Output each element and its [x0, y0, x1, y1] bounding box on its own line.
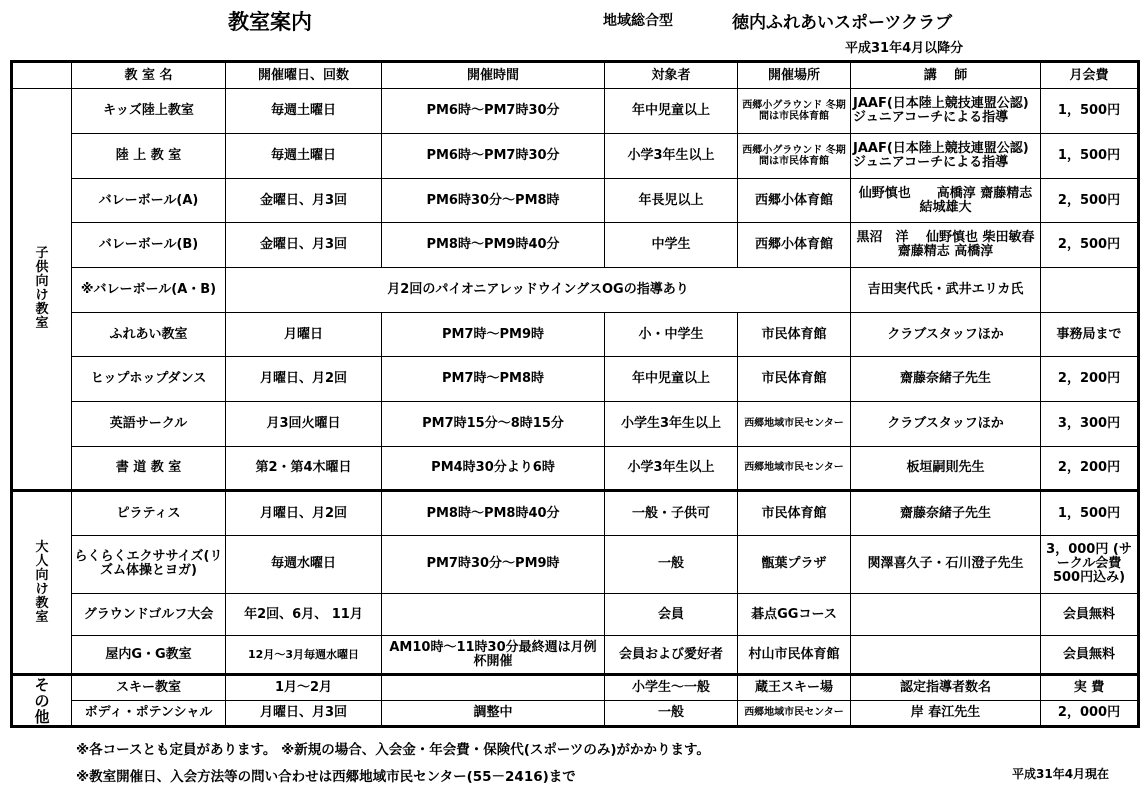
class-instructor: 認定指導者数名 — [851, 675, 1041, 701]
class-instructor: 仙野慎也 高橋淳 齋藤精志 結城雄大 — [851, 178, 1041, 223]
col-header-place: 開催場所 — [738, 62, 851, 89]
class-days: 月曜日、月3回 — [226, 700, 382, 726]
class-time: PM7時～PM9時 — [382, 312, 605, 357]
class-fee — [1041, 268, 1139, 313]
table-row — [12, 700, 1139, 726]
class-fee: 会員無料 — [1041, 593, 1139, 636]
category-children: 子供向け教室 — [12, 89, 72, 491]
table-row — [12, 268, 1139, 313]
class-fee: 3，000円 (サークル会費 500円込み) — [1041, 535, 1139, 593]
col-header-target: 対象者 — [605, 62, 738, 89]
table-row — [12, 675, 1139, 701]
class-place: 市民体育館 — [738, 491, 851, 536]
class-target: 小学生3年生以上 — [605, 402, 738, 447]
class-place: 碁点GGコース — [738, 593, 851, 636]
club-name: 徳内ふれあいスポーツクラブ — [732, 13, 953, 33]
effective-date: 平成31年4月以降分 — [845, 41, 964, 56]
class-target: 会員および愛好者 — [605, 636, 738, 675]
class-instructor: JAAF(日本陸上競技連盟公認) ジュニアコーチによる指導 — [851, 89, 1041, 134]
class-time: PM7時15分～8時15分 — [382, 402, 605, 447]
class-target: 小・中学生 — [605, 312, 738, 357]
table-row — [12, 134, 1139, 179]
class-place: 市民体育館 — [738, 357, 851, 402]
class-name: ピラティス — [72, 491, 226, 536]
class-fee: 会員無料 — [1041, 636, 1139, 675]
class-place: 西郷小グラウンド 冬期間は市民体育館 — [738, 89, 851, 134]
class-target: 小学生～一般 — [605, 675, 738, 701]
class-place: 西郷小体育館 — [738, 223, 851, 268]
class-time: PM8時～PM9時40分 — [382, 223, 605, 268]
table-row — [12, 89, 1139, 134]
class-days: 年2回、6月、 11月 — [226, 593, 382, 636]
class-days: 毎週土曜日 — [226, 134, 382, 179]
table-row — [12, 593, 1139, 636]
class-place: 西郷小体育館 — [738, 178, 851, 223]
club-type: 地域総合型 — [603, 13, 673, 29]
class-place: 村山市民体育館 — [738, 636, 851, 675]
class-target: 小学3年生以上 — [605, 134, 738, 179]
class-target: 中学生 — [605, 223, 738, 268]
class-place: 市民体育館 — [738, 312, 851, 357]
class-instructor: クラブスタッフほか — [851, 312, 1041, 357]
col-header-days: 開催曜日、回数 — [226, 62, 382, 89]
class-days: 月曜日 — [226, 312, 382, 357]
category-adults: 大人向け教室 — [12, 491, 72, 675]
corner-cell — [12, 62, 72, 89]
class-days: 第2・第4木曜日 — [226, 446, 382, 491]
class-target: 年中児童以上 — [605, 89, 738, 134]
class-place: 西郷小グラウンド 冬期間は市民体育館 — [738, 134, 851, 179]
table-row — [12, 402, 1139, 447]
class-fee: 1，500円 — [1041, 491, 1139, 536]
footnote-capacity: ※各コースとも定員があります。 ※新規の場合、入会金・年会費・保険代(スポーツのみ)がかかります。 — [76, 742, 710, 758]
class-schedule-table — [10, 60, 1140, 728]
class-instructor — [851, 593, 1041, 636]
class-place: 甑葉プラザ — [738, 535, 851, 593]
col-header-instructor: 講 師 — [851, 62, 1041, 89]
class-instructor: 関澤喜久子・石川澄子先生 — [851, 535, 1041, 593]
class-instructor: 板垣嗣則先生 — [851, 446, 1041, 491]
class-time — [382, 593, 605, 636]
table-row — [12, 491, 1139, 536]
class-name: バレーボール(A) — [72, 178, 226, 223]
class-fee: 事務局まで — [1041, 312, 1139, 357]
table-row — [12, 636, 1139, 675]
class-name: 陸 上 教 室 — [72, 134, 226, 179]
table-row — [12, 446, 1139, 491]
class-time: PM6時30分～PM8時 — [382, 178, 605, 223]
class-target: 年長児以上 — [605, 178, 738, 223]
class-fee: 2，500円 — [1041, 223, 1139, 268]
class-target: 年中児童以上 — [605, 357, 738, 402]
as-of-date: 平成31年4月現在 — [1012, 767, 1110, 781]
class-name: スキー教室 — [72, 675, 226, 701]
class-name: ヒップホップダンス — [72, 357, 226, 402]
class-instructor: 齋藤奈緒子先生 — [851, 357, 1041, 402]
class-name: バレーボール(B) — [72, 223, 226, 268]
class-target: 一般 — [605, 535, 738, 593]
class-name: 英語サークル — [72, 402, 226, 447]
class-target: 会員 — [605, 593, 738, 636]
class-target: 一般・子供可 — [605, 491, 738, 536]
class-name: らくらくエクササイズ(リズム体操とヨガ) — [72, 535, 226, 593]
class-place: 西郷地域市民センター — [738, 402, 851, 447]
class-time — [382, 675, 605, 701]
class-instructor: 岸 春江先生 — [851, 700, 1041, 726]
class-instructor: JAAF(日本陸上競技連盟公認) ジュニアコーチによる指導 — [851, 134, 1041, 179]
class-name: 屋内G・G教室 — [72, 636, 226, 675]
class-name: ボディ・ポテンシャル — [72, 700, 226, 726]
class-time: AM10時～11時30分最終週は月例杯開催 — [382, 636, 605, 675]
class-fee: 1，500円 — [1041, 134, 1139, 179]
class-fee: 1，500円 — [1041, 89, 1139, 134]
class-fee: 実 費 — [1041, 675, 1139, 701]
class-time: PM6時～PM7時30分 — [382, 89, 605, 134]
class-days: 金曜日、月3回 — [226, 178, 382, 223]
col-header-fee: 月会費 — [1041, 62, 1139, 89]
class-fee: 2，200円 — [1041, 446, 1139, 491]
col-header-time: 開催時間 — [382, 62, 605, 89]
class-place: 蔵王スキー場 — [738, 675, 851, 701]
class-days: 1月～2月 — [226, 675, 382, 701]
class-time: PM7時30分～PM9時 — [382, 535, 605, 593]
class-time: PM6時～PM7時30分 — [382, 134, 605, 179]
class-instructor: 齋藤奈緒子先生 — [851, 491, 1041, 536]
class-note: 月2回のパイオニアレッドウイングスOGの指導あり — [226, 268, 851, 313]
class-days: 金曜日、月3回 — [226, 223, 382, 268]
class-name: ※バレーボール(A・B) — [72, 268, 226, 313]
class-name: グラウンドゴルフ大会 — [72, 593, 226, 636]
footnote-contact: ※教室開催日、入会方法等の問い合わせは西郷地域市民センター(55－2416)まで — [76, 769, 576, 785]
class-time: PM8時～PM8時40分 — [382, 491, 605, 536]
class-place: 西郷地域市民センター — [738, 700, 851, 726]
class-place: 西郷地域市民センター — [738, 446, 851, 491]
class-instructor: クラブスタッフほか — [851, 402, 1041, 447]
class-name: キッズ陸上教室 — [72, 89, 226, 134]
class-time: PM4時30分より6時 — [382, 446, 605, 491]
class-name: 書 道 教 室 — [72, 446, 226, 491]
class-target: 小学3年生以上 — [605, 446, 738, 491]
class-days: 毎週土曜日 — [226, 89, 382, 134]
class-fee: 2，500円 — [1041, 178, 1139, 223]
class-fee: 2，000円 — [1041, 700, 1139, 726]
table-row — [12, 223, 1139, 268]
table-row — [12, 178, 1139, 223]
table-row — [12, 535, 1139, 593]
class-instructor — [851, 636, 1041, 675]
class-fee: 3，300円 — [1041, 402, 1139, 447]
class-days: 月3回火曜日 — [226, 402, 382, 447]
class-days: 12月～3月毎週水曜日 — [226, 636, 382, 675]
table-row — [12, 312, 1139, 357]
class-instructor: 吉田実代氏・武井エリカ氏 — [851, 268, 1041, 313]
class-days: 毎週水曜日 — [226, 535, 382, 593]
class-time: 調整中 — [382, 700, 605, 726]
class-days: 月曜日、月2回 — [226, 357, 382, 402]
class-fee: 2，200円 — [1041, 357, 1139, 402]
class-days: 月曜日、月2回 — [226, 491, 382, 536]
category-other: その他 — [12, 675, 72, 727]
class-target: 一般 — [605, 700, 738, 726]
class-name: ふれあい教室 — [72, 312, 226, 357]
page-title: 教室案内 — [228, 10, 312, 34]
header-row — [12, 62, 1139, 89]
table-row — [12, 357, 1139, 402]
col-header-name: 教 室 名 — [72, 62, 226, 89]
class-instructor: 黒沼 洋 仙野慎也 柴田敏春 齋藤精志 高橋淳 — [851, 223, 1041, 268]
class-time: PM7時～PM8時 — [382, 357, 605, 402]
